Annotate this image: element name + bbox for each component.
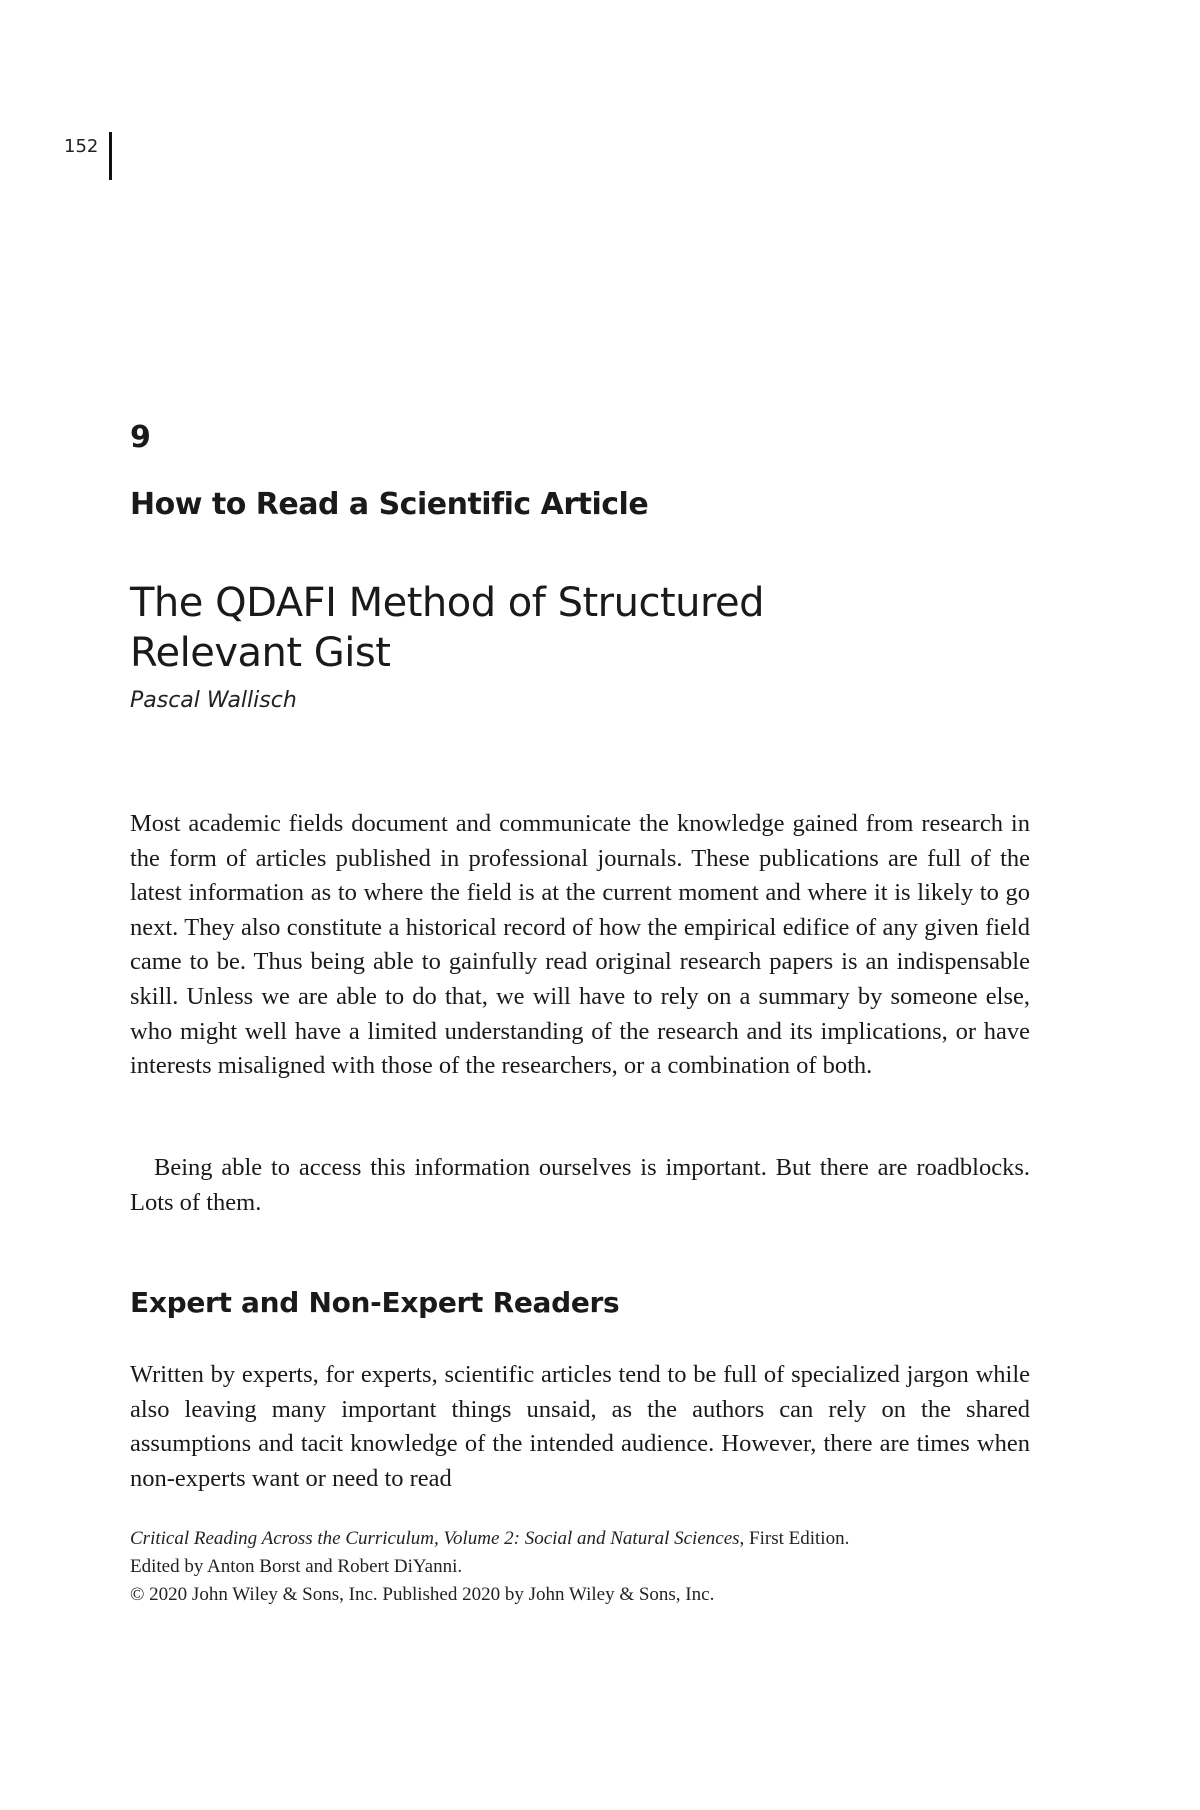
body-paragraph-1: Most academic fields document and communicate the knowledge gained from research in the form of articles published in professional journals. These publications are full of the latest information as to where the field is at the current moment and where it is likely to go next. They also constitute a historical record of how the empirical edifice of any given field came to be. Thus being able to gainfully read original research papers is an indispensable skill. Unless we are able to do that, we will have to rely on a summary by someone else, who might well have a limited understanding of the research and its implications, or have interests misaligned with those of the researchers, or a combination of both. (130, 810, 1030, 1080)
footnote-editors: Edited by Anton Borst and Robert DiYanni. (130, 1556, 463, 1577)
page-number: 152 (64, 136, 99, 157)
body-paragraph-3: Written by experts, for experts, scientific articles tend to be full of specialized jargon while also leaving many important things unsaid, as the authors can rely on the shared assumptions and tacit knowledge of the intended audience. However, there are times when non-experts want or need to read (130, 1361, 1030, 1492)
author-name: Pascal Wallisch (130, 688, 297, 713)
chapter-title-line-1: The QDAFI Method of Structured (130, 580, 765, 626)
footnote-book-line (130, 1525, 1030, 1553)
page-number-rule (109, 132, 112, 180)
footnote-book-title: Critical Reading Across the Curriculum, Volume 2: Social and Natural Sciences (130, 1528, 740, 1549)
footnote-edition: , First Edition. (739, 1528, 850, 1549)
chapter-number: 9 (130, 420, 151, 455)
footnote-copyright: © 2020 John Wiley & Sons, Inc. Published 2020 by John Wiley & Sons, Inc. (130, 1584, 715, 1605)
section-heading: Expert and Non-Expert Readers (130, 1286, 620, 1319)
chapter-title-line-2: Relevant Gist (130, 630, 391, 676)
body-paragraph-2: Being able to access this information ourselves is important. But there are roadblocks. Lots of them. (130, 1154, 1030, 1216)
part-title: How to Read a Scientific Article (130, 487, 649, 522)
publication-footnote (130, 1525, 1030, 1609)
chapter-title (130, 578, 930, 678)
